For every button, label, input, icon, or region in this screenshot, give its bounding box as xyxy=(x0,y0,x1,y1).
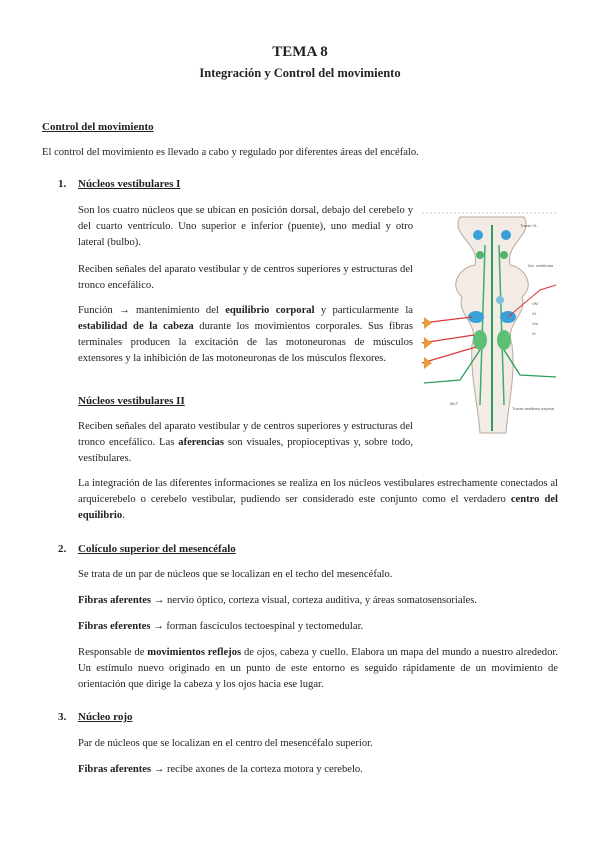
red-nucleus-p1: Par de núcleos que se localizan en el centro del mesencéfalo superior. xyxy=(78,738,373,749)
vestibular-p4: Reciben señales del aparato vestibular y de centros superiores y estructuras del tronco encefálico. Las aferencias son visuales, propioceptivas y, sobre todo, vestibulares. xyxy=(78,421,413,464)
intro-paragraph: El control del movimiento es llevado a cabo y regulado por diferentes áreas del encéfalo. xyxy=(42,147,419,158)
page-subtitle: Integración y Control del movimiento xyxy=(199,66,401,80)
figure-label: MLF xyxy=(450,401,458,406)
colliculus-afferent: Fibras aferentes → nervio óptico, corteza visual, corteza auditiva, y áreas somatosensoriales. xyxy=(78,595,477,606)
figure-label: VL xyxy=(532,311,537,316)
section-number: 2. xyxy=(58,543,67,555)
figure-label: Vr xyxy=(532,331,536,336)
vestibular-p5: La integración de las diferentes informaciones se realiza en los núcleos vestibulares estrechamente conectados al arquicerebelo o cerebelo vestibular, pudiendo ser considerado este conjunto como el verdadero centro del equilibrio. xyxy=(78,478,558,521)
section-heading-vestibular-1: Núcleos vestibulares I xyxy=(78,178,181,190)
section-number: 3. xyxy=(58,711,67,723)
figure-label: Tracto VL xyxy=(520,223,538,228)
section-heading-colliculus: Colículo superior del mesencéfalo xyxy=(78,543,236,555)
colliculus-p2: Responsable de movimientos reflejos de ojos, cabeza y cuello. Elabora un mapa del mundo a nuestro alrededor. Un estímulo nuevo originado en un punto de este entorno es seguido rápidamente de un movimiento de orientación que dirige la cabeza y los ojos hacia ese lugar. xyxy=(78,647,558,690)
section-number: 1. xyxy=(58,178,67,190)
figure-label: Tracto vestibulo-espinal xyxy=(512,406,555,411)
vestibular-p2: Reciben señales del aparato vestibular y de centros superiores y estructuras del tronco encefálico. xyxy=(78,264,413,291)
section-heading-control: Control del movimiento xyxy=(42,121,154,133)
vestibular-p3: Función → mantenimiento del equilibrio corporal y particularmente la estabilidad de la cabeza durante los movimientos corporales. Sus fibras terminales producen la excitación de las motoneuronas de músculos extensores y la inhibición de las motoneuronas de los músculos flexores. xyxy=(78,305,414,364)
figure-label: Vm xyxy=(532,321,538,326)
page-title: TEMA 8 xyxy=(272,44,328,60)
subsection-heading-vestibular-2: Núcleos vestibulares II xyxy=(78,395,185,407)
figure-label: Ncl. vestibular xyxy=(528,263,554,268)
red-nucleus-afferent: Fibras aferentes → recibe axones de la corteza motora y cerebelo. xyxy=(78,764,363,775)
colliculus-p1: Se trata de un par de núcleos que se localizan en el techo del mesencéfalo. xyxy=(78,569,393,580)
vestibular-p1: Son los cuatro núcleos que se ubican en posición dorsal, debajo del cerebelo y del cuarto ventrículo. Uno superior e inferior (puente), uno medial y otro lateral (bulbo). xyxy=(78,205,413,248)
colliculus-efferent: Fibras eferentes → forman fascículos tectoespinal y tectomedular. xyxy=(78,621,364,632)
vestibular-diagram xyxy=(420,205,560,435)
section-heading-red-nucleus: Núcleo rojo xyxy=(78,711,133,723)
figure-label: VM xyxy=(532,301,538,306)
